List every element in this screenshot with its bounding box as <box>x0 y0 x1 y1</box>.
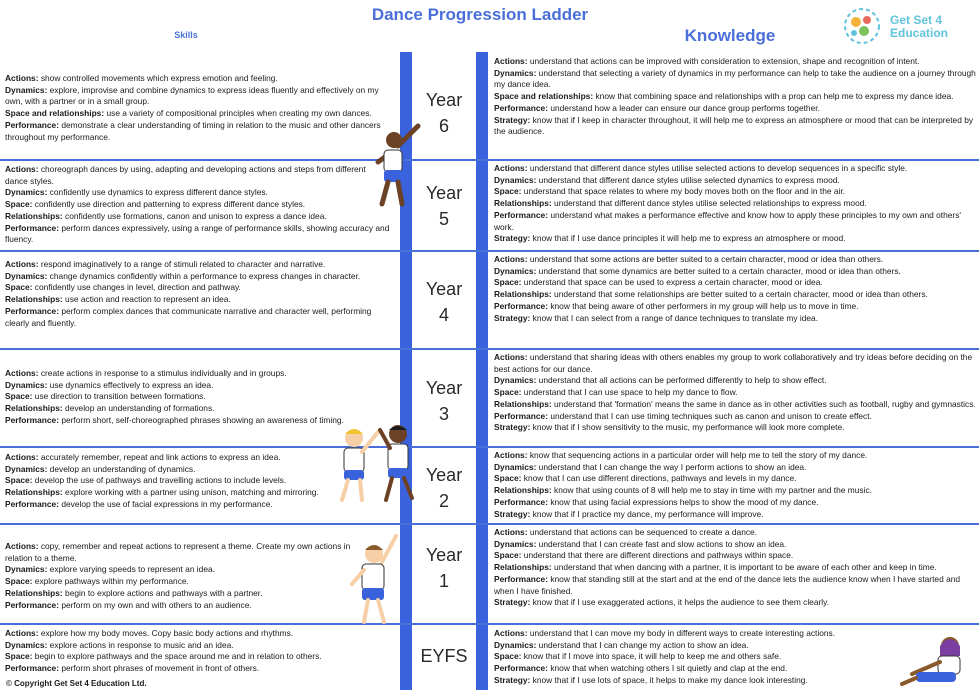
year-4-knowledge <box>494 254 976 324</box>
skill-line: Space: use direction to transition between formations. <box>5 391 206 402</box>
skill-line: Dynamics: change dynamics confidently within a performance to express changes in character. <box>5 270 361 281</box>
skill-line: Performance: perform complex dances that communicate narrative and character well, performing clearly and fluently. <box>5 305 372 328</box>
knowledge-line: Space: understand that space relates to where my body moves both on the floor and in the air. <box>494 186 846 197</box>
skill-line: Actions: create actions in response to a stimulus individually and in groups. <box>5 368 287 378</box>
skill-line: Relationships: explore working with a partner using unison, matching and mirroring. <box>5 487 319 498</box>
year-1-knowledge <box>494 527 976 609</box>
dancer-girl-illustration <box>372 118 434 214</box>
knowledge-line: Relationships: understand that different dance styles utilise selected relationships to express mood. <box>494 198 867 209</box>
skill-line: Relationships: begin to explore actions and pathways with a partner. <box>5 587 263 598</box>
get-set-4-education-logo <box>842 6 977 46</box>
year-1-label: Year 1 <box>425 545 463 591</box>
skill-line: Space: develop the use of pathways and travelling actions to include levels. <box>5 475 287 486</box>
knowledge-line: Performance: understand that I can use timing techniques such as canon and unison to create effect. <box>494 410 872 421</box>
row-divider <box>0 523 979 525</box>
skill-line: Dynamics: explore, improvise and combine dynamics to express ideas fluently and effectively on my own, with a partner or in a small group. <box>5 84 379 107</box>
knowledge-line: Strategy: know that if I practice my dance, my performance will improve. <box>494 508 764 519</box>
eyfs-knowledge <box>494 628 899 687</box>
year-2-knowledge <box>494 450 976 520</box>
row-divider <box>0 159 979 161</box>
knowledge-line: Dynamics: understand that different dance styles utilise selected dynamics to express mood. <box>494 174 840 185</box>
skill-line: Performance: develop the use of facial expressions in my performance. <box>5 498 273 509</box>
knowledge-line: Performance: know that using facial expressions helps to show the mood of my dance. <box>494 496 819 507</box>
year-4-skills <box>5 259 390 329</box>
knowledge-line: Actions: understand that I can move my body in different ways to create interesting actions. <box>494 628 836 638</box>
skill-line: Space: confidently use direction and patterning to express different dance styles. <box>5 199 306 210</box>
logo-line1: Get Set 4 <box>890 13 943 27</box>
dancer-boy-illustration <box>348 530 404 628</box>
skill-line: Performance: perform short phrases of movement in front of others. <box>5 663 260 674</box>
knowledge-line: Performance: know that standing still at the start and at the end of the dance lets the audience know when I have started and when I have finished. <box>494 573 961 596</box>
year-6-knowledge <box>494 56 976 138</box>
knowledge-line: Actions: understand that different dance styles utilise selected actions to develop sequences in a specific style. <box>494 163 908 173</box>
knowledge-line: Strategy: know that if I keep in character throughout, it will help me to express an atmosphere or mood that can be interpreted by the audience. <box>494 114 974 137</box>
year-3-skills <box>5 368 390 427</box>
knowledge-line: Dynamics: understand that selecting a variety of dynamics in my performance can help to take the audience on a journey through my dance idea. <box>494 67 976 90</box>
row-divider <box>0 446 979 448</box>
skill-line: Actions: choreograph dances by using, adapting and developing actions and steps from different dance styles. <box>5 164 366 186</box>
skill-line: Actions: respond imaginatively to a range of stimuli related to character and narrative. <box>5 259 326 269</box>
skill-line: Relationships: confidently use formations, canon and unison to express a dance idea. <box>5 210 327 221</box>
knowledge-line: Performance: understand what makes a performance effective and know how to apply these principles to my own and others' work. <box>494 209 961 232</box>
skill-line: Dynamics: explore actions in response to music and an idea. <box>5 639 234 650</box>
knowledge-line: Relationships: know that using counts of 8 will help me to stay in time with my partner and the music. <box>494 485 872 496</box>
row-divider <box>0 623 979 625</box>
year-5-skills <box>5 164 390 246</box>
skill-line: Relationships: use action and reaction to represent an idea. <box>5 294 231 305</box>
knowledge-line: Performance: know that being aware of other performers in my group will help us to move in time. <box>494 300 859 311</box>
skill-line: Dynamics: confidently use dynamics to express different dance styles. <box>5 187 268 198</box>
eyfs-skills <box>5 628 390 675</box>
page-title: Dance Progression Ladder <box>371 5 589 24</box>
skill-line: Performance: perform on my own and with others to an audience. <box>5 599 252 610</box>
skill-line: Actions: accurately remember, repeat and link actions to express an idea. <box>5 452 281 462</box>
knowledge-line: Dynamics: understand that I can change the way I perform actions to show an idea. <box>494 461 807 472</box>
knowledge-line: Relationships: understand that when dancing with a partner, it is important to be aware of each other and keep in time. <box>494 562 937 573</box>
knowledge-line: Dynamics: understand that some dynamics are better suited to a certain character, mood or idea than others. <box>494 265 901 276</box>
knowledge-line: Actions: understand that sharing ideas with others enables my group to work collaboratively and try ideas before deciding on the best actions for our dance. <box>494 352 973 374</box>
logo-line2: Education <box>890 26 949 40</box>
knowledge-line: Actions: know that sequencing actions in a particular order will help me to tell the story of my dance. <box>494 450 868 460</box>
knowledge-line: Relationships: understand that some relationships are better suited to a certain character, mood or idea than others. <box>494 289 928 300</box>
knowledge-line: Actions: understand that actions can be sequenced to create a dance. <box>494 527 758 537</box>
skill-line: Performance: demonstrate a clear understanding of timing in relation to the music and other dancers throughout my performance. <box>5 119 381 142</box>
year-2-label: Year 2 <box>425 465 463 511</box>
year-6-label: Year 6 <box>425 90 463 136</box>
year-5-knowledge <box>494 163 976 245</box>
year-3-label: Year 3 <box>425 378 463 424</box>
knowledge-line: Actions: understand that actions can be improved with consideration to extension, shape and recognition of intent. <box>494 56 920 66</box>
year-3-knowledge <box>494 352 976 434</box>
knowledge-line: Strategy: know that if I show sensitivity to the music, my performance will look more complete. <box>494 422 845 433</box>
year-6-skills <box>5 73 390 143</box>
ladder-right-rail <box>476 52 488 690</box>
knowledge-line: Relationships: understand that 'formation' means the same in dance as in other activities such as football, rugby and gymnastics. <box>494 398 976 409</box>
skill-line: Space: confidently use changes in level, direction and pathway. <box>5 282 241 293</box>
year-5-label: Year 5 <box>425 183 463 229</box>
knowledge-heading: Knowledge <box>684 26 776 45</box>
skill-line: Relationships: develop an understanding of formations. <box>5 403 215 414</box>
row-divider <box>0 348 979 350</box>
skill-line: Actions: copy, remember and repeat actions to represent a theme. Create my own actions in relation to a theme. <box>5 541 351 563</box>
knowledge-line: Space: know that I can use different directions, pathways and levels in my dance. <box>494 473 797 484</box>
knowledge-line: Performance: know that when watching others I sit quietly and clap at the end. <box>494 663 788 674</box>
knowledge-line: Space: understand that there are different directions and pathways within space. <box>494 550 794 561</box>
year-1-skills <box>5 541 390 611</box>
copyright: © Copyright Get Set 4 Education Ltd. <box>6 679 147 688</box>
knowledge-line: Strategy: know that I can select from a range of dance techniques to translate my idea. <box>494 312 819 323</box>
knowledge-line: Dynamics: understand that all actions can be performed differently to help to show effect. <box>494 375 827 386</box>
skill-line: Dynamics: explore varying speeds to represent an idea. <box>5 564 215 575</box>
row-divider <box>0 250 979 252</box>
skill-line: Space: explore pathways within my performance. <box>5 576 189 587</box>
sitting-child-illustration <box>898 632 970 690</box>
skills-heading: Skills <box>174 30 198 40</box>
knowledge-line: Space and relationships: know that combining space and relationships with a prop can help me to express my dance idea. <box>494 91 954 102</box>
skill-line: Dynamics: develop an understanding of dynamics. <box>5 463 196 474</box>
skill-line: Performance: perform dances expressively, using a range of performance skills, showing accuracy and fluency. <box>5 222 390 245</box>
skill-line: Actions: explore how my body moves. Copy basic body actions and rhythms. <box>5 628 294 638</box>
knowledge-line: Performance: understand how a leader can ensure our dance group performs together. <box>494 102 820 113</box>
knowledge-line: Space: know that if I move into space, it will help to keep me and others safe. <box>494 651 782 662</box>
skill-line: Dynamics: use dynamics effectively to express an idea. <box>5 379 214 390</box>
knowledge-line: Strategy: know that if I use lots of space, it helps to make my dance look interesting. <box>494 674 808 685</box>
knowledge-line: Dynamics: understand that I can change my action to show an idea. <box>494 639 749 650</box>
skill-line: Space: begin to explore pathways and the space around me and in relation to others. <box>5 651 322 662</box>
knowledge-line: Space: understand that I can use space to help my dance to flow. <box>494 387 738 398</box>
two-children-high-five-illustration <box>332 420 428 506</box>
skill-line: Actions: show controlled movements which express emotion and feeling. <box>5 73 278 83</box>
knowledge-line: Strategy: know that if I use exaggerated actions, it helps the audience to see them clearly. <box>494 597 830 608</box>
year-4-label: Year 4 <box>425 279 463 325</box>
knowledge-line: Dynamics: understand that I can create fast and slow actions to show an idea. <box>494 538 787 549</box>
knowledge-line: Strategy: know that if I use dance principles it will help me to express an atmosphere or mood. <box>494 233 846 244</box>
knowledge-line: Actions: understand that some actions are better suited to a certain character, mood or idea than others. <box>494 254 884 264</box>
skill-line: Performance: perform short, self-choreographed phrases showing an awareness of timing. <box>5 414 344 425</box>
skill-line: Space and relationships: use a variety of compositional principles when creating my own dances. <box>5 108 372 119</box>
eyfs-label: EYFS <box>420 646 468 666</box>
logo-swirl-icon <box>842 6 882 46</box>
knowledge-line: Space: understand that space can be used to express a certain character, mood or idea. <box>494 277 823 288</box>
